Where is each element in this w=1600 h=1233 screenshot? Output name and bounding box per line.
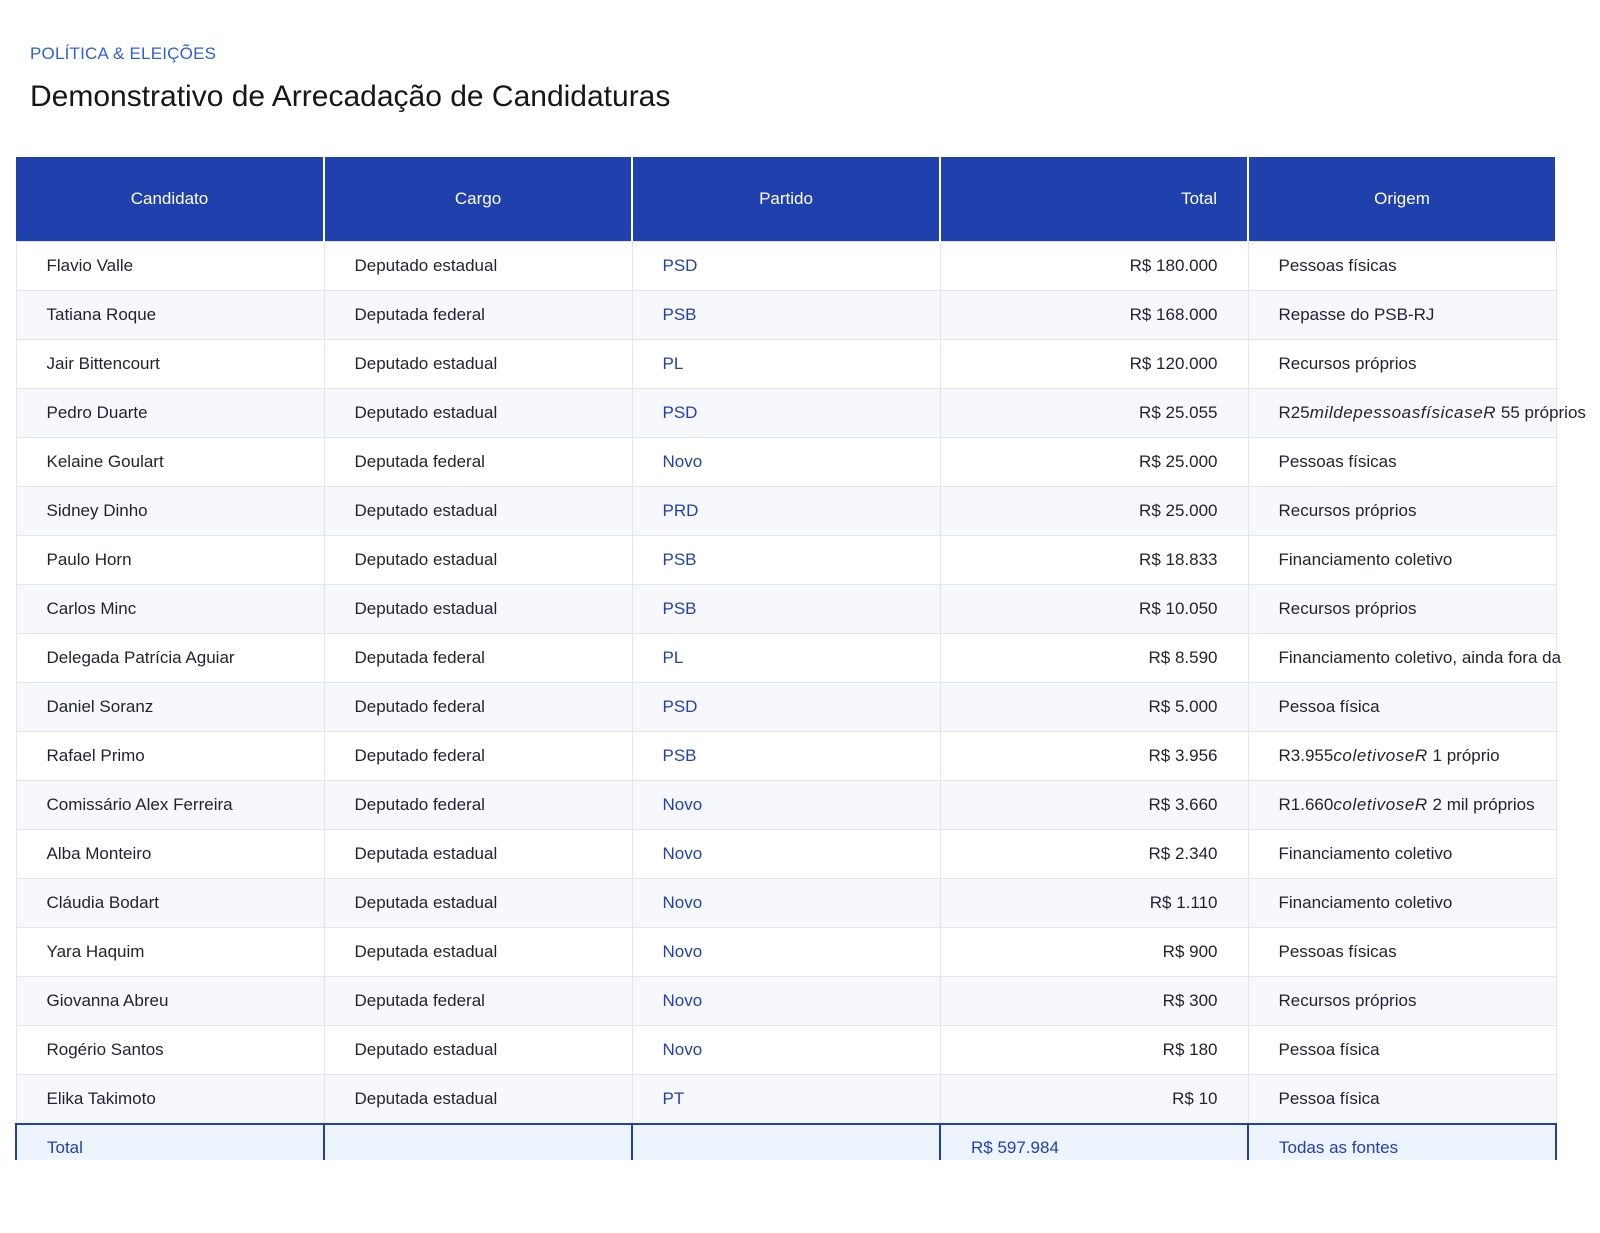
cell-partido: PSB (632, 585, 940, 634)
origem-part-a: R1.660 (1278, 795, 1334, 814)
table-row (16, 732, 1556, 781)
cell-cargo: Deputada federal (324, 634, 632, 683)
cell-cargo: Deputada federal (324, 438, 632, 487)
cell-cargo: Deputado estadual (324, 585, 632, 634)
table-header (16, 157, 1556, 242)
cell-candidato: Kelaine Goulart (16, 438, 324, 487)
origem-part-b: coletivoseR (1333, 795, 1428, 814)
cell-candidato: Rafael Primo (16, 732, 324, 781)
origem-part-c: 2 mil próprios (1427, 795, 1535, 814)
cell-cargo: Deputada federal (324, 977, 632, 1026)
cell-origem (1248, 781, 1556, 830)
cell-partido: Novo (632, 1026, 940, 1075)
cell-candidato: Elika Takimoto (16, 1075, 324, 1125)
cell-total: R$ 1.110 (940, 879, 1248, 928)
origem-part-c: 1 próprio (1427, 746, 1500, 765)
table-row (16, 683, 1556, 732)
cell-candidato: Yara Haquim (16, 928, 324, 977)
table-row (16, 291, 1556, 340)
cell-total: R$ 10 (940, 1075, 1248, 1125)
cell-cargo: Deputada estadual (324, 928, 632, 977)
column-header-total: Total (940, 157, 1248, 242)
cell-total: R$ 5.000 (940, 683, 1248, 732)
cell-origem: Financiamento coletivo, ainda fora da (1248, 634, 1556, 683)
cell-partido: Novo (632, 830, 940, 879)
cell-cargo: Deputado estadual (324, 487, 632, 536)
cell-origem: Pessoa física (1248, 1026, 1556, 1075)
cell-partido: PSB (632, 732, 940, 781)
cell-candidato: Pedro Duarte (16, 389, 324, 438)
cell-total: R$ 2.340 (940, 830, 1248, 879)
table-row (16, 389, 1556, 438)
column-header-partido: Partido (632, 157, 940, 242)
cell-partido: PRD (632, 487, 940, 536)
page-title: Demonstrativo de Arrecadação de Candidaturas (30, 80, 671, 113)
cell-candidato: Carlos Minc (16, 585, 324, 634)
origem-part-a: R25 (1278, 403, 1310, 422)
cell-partido: PSD (632, 683, 940, 732)
header-row (16, 157, 1556, 242)
cell-candidato: Rogério Santos (16, 1026, 324, 1075)
cell-partido: PT (632, 1075, 940, 1125)
cell-candidato: Daniel Soranz (16, 683, 324, 732)
cell-origem (1248, 389, 1586, 438)
cell-cargo: Deputada federal (324, 291, 632, 340)
cell-origem: Financiamento coletivo (1248, 536, 1556, 585)
cell-origem: Repasse do PSB-RJ (1248, 291, 1556, 340)
section-kicker: POLÍTICA & ELEIÇÕES (30, 44, 217, 63)
total-row (16, 1124, 1556, 1160)
cell-candidato: Giovanna Abreu (16, 977, 324, 1026)
cell-total: R$ 25.055 (940, 389, 1248, 438)
cell-total: R$ 180 (940, 1026, 1248, 1075)
cell-cargo: Deputado estadual (324, 1026, 632, 1075)
table-row (16, 634, 1556, 683)
cell-partido: Novo (632, 781, 940, 830)
cell-total: R$ 18.833 (940, 536, 1248, 585)
cell-candidato: Cláudia Bodart (16, 879, 324, 928)
cell-candidato: Jair Bittencourt (16, 340, 324, 389)
cell-total: R$ 168.000 (940, 291, 1248, 340)
cell-cargo: Deputada estadual (324, 830, 632, 879)
table-container (15, 157, 1600, 1160)
cell-origem: Recursos próprios (1248, 977, 1556, 1026)
cell-cargo: Deputada estadual (324, 1075, 632, 1125)
cell-partido: Novo (632, 879, 940, 928)
cell-candidato: Flavio Valle (16, 242, 324, 291)
table-row (16, 242, 1556, 291)
cell-total: R$ 120.000 (940, 340, 1248, 389)
cell-total: R$ 8.590 (940, 634, 1248, 683)
cell-partido: PL (632, 340, 940, 389)
cell-origem (1248, 732, 1556, 781)
table-row (16, 438, 1556, 487)
cell-partido: PSD (632, 242, 940, 291)
cell-total: R$ 300 (940, 977, 1248, 1026)
table-footer (16, 1124, 1556, 1160)
cell-origem: Financiamento coletivo (1248, 830, 1556, 879)
cell-origem: Recursos próprios (1248, 585, 1556, 634)
table-row (16, 585, 1556, 634)
table-row (16, 830, 1556, 879)
origem-part-a: R3.955 (1278, 746, 1334, 765)
cell-candidato: Sidney Dinho (16, 487, 324, 536)
column-header-candidato: Candidato (16, 157, 324, 242)
cell-candidato: Paulo Horn (16, 536, 324, 585)
total-origem: Todas as fontes (1248, 1124, 1556, 1160)
cell-partido: PL (632, 634, 940, 683)
cell-cargo: Deputado estadual (324, 536, 632, 585)
cell-total: R$ 10.050 (940, 585, 1248, 634)
cell-total: R$ 180.000 (940, 242, 1248, 291)
donations-table (15, 157, 1586, 1160)
table-row (16, 781, 1556, 830)
total-value: R$ 597.984 (940, 1124, 1248, 1160)
cell-origem: Financiamento coletivo (1248, 879, 1556, 928)
table-row (16, 340, 1556, 389)
total-label: Total (16, 1124, 324, 1160)
origem-part-b: mildepessoasfísicaseR (1309, 403, 1497, 422)
cell-total: R$ 900 (940, 928, 1248, 977)
column-header-cargo: Cargo (324, 157, 632, 242)
cell-partido: Novo (632, 438, 940, 487)
cell-origem: Pessoas físicas (1248, 438, 1556, 487)
cell-total: R$ 25.000 (940, 487, 1248, 536)
table-row (16, 928, 1556, 977)
table-row (16, 1075, 1556, 1125)
cell-candidato: Alba Monteiro (16, 830, 324, 879)
cell-partido: PSB (632, 536, 940, 585)
cell-partido: Novo (632, 977, 940, 1026)
table-row (16, 977, 1556, 1026)
table-row (16, 487, 1556, 536)
table-row (16, 536, 1556, 585)
cell-partido: PSB (632, 291, 940, 340)
cell-candidato: Comissário Alex Ferreira (16, 781, 324, 830)
cell-origem: Pessoas físicas (1248, 242, 1556, 291)
cell-cargo: Deputado federal (324, 781, 632, 830)
cell-cargo: Deputado estadual (324, 340, 632, 389)
origem-part-c: 55 próprios (1496, 403, 1586, 422)
table-body (16, 242, 1586, 1125)
cell-cargo: Deputado federal (324, 732, 632, 781)
column-header-origem: Origem (1248, 157, 1556, 242)
cell-total: R$ 3.956 (940, 732, 1248, 781)
table-row (16, 1026, 1556, 1075)
cell-cargo: Deputado estadual (324, 389, 632, 438)
cell-origem: Pessoa física (1248, 1075, 1556, 1125)
cell-partido: Novo (632, 928, 940, 977)
total-partido-cell (632, 1124, 940, 1160)
cell-origem: Recursos próprios (1248, 487, 1556, 536)
cell-cargo: Deputado estadual (324, 242, 632, 291)
cell-candidato: Delegada Patrícia Aguiar (16, 634, 324, 683)
cell-total: R$ 25.000 (940, 438, 1248, 487)
origem-part-b: coletivoseR (1333, 746, 1428, 765)
cell-partido: PSD (632, 389, 940, 438)
cell-origem: Recursos próprios (1248, 340, 1556, 389)
cell-origem: Pessoa física (1248, 683, 1556, 732)
cell-total: R$ 3.660 (940, 781, 1248, 830)
cell-cargo: Deputada estadual (324, 879, 632, 928)
total-cargo-cell (324, 1124, 632, 1160)
cell-origem: Pessoas físicas (1248, 928, 1556, 977)
table-row (16, 879, 1556, 928)
cell-cargo: Deputado federal (324, 683, 632, 732)
cell-candidato: Tatiana Roque (16, 291, 324, 340)
